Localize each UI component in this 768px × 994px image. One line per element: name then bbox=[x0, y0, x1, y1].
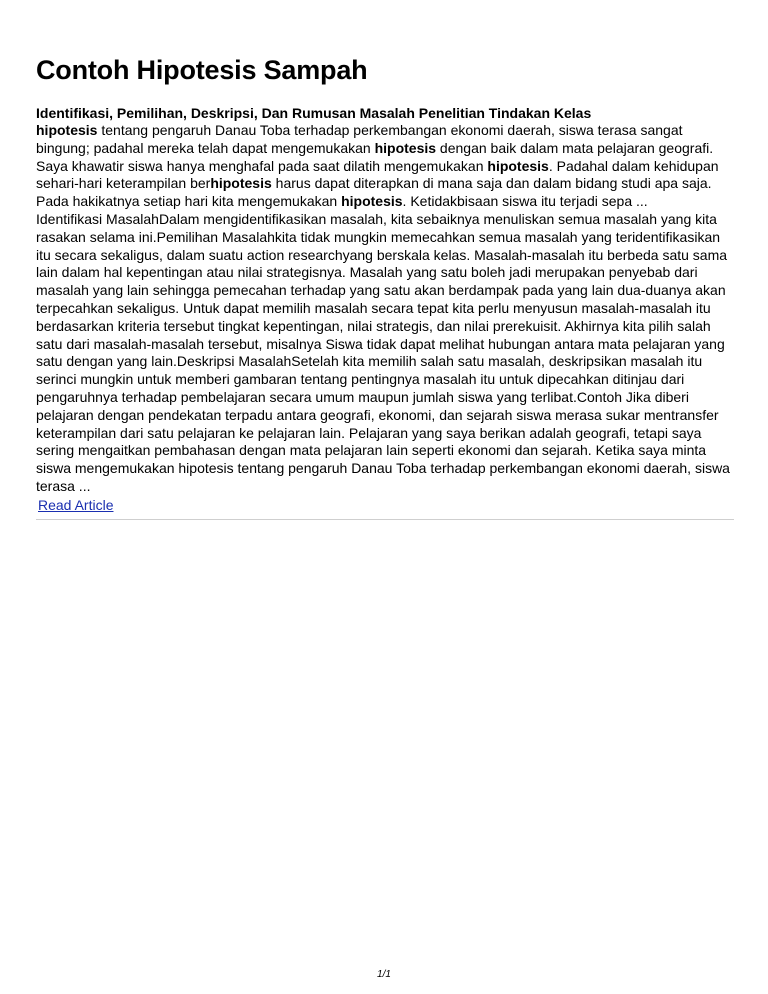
keyword-hipotesis: hipotesis bbox=[36, 122, 98, 138]
body-text-run: tentang pengaruh Danau Toba terhadap perkembangan ekonomi daerah, siswa terasa sangat bingung; padahal mereka telah dapat mengemukakan bbox=[36, 122, 683, 156]
keyword-hipotesis: hipotesis bbox=[374, 139, 437, 156]
page-number: 1/1 bbox=[377, 969, 391, 980]
keyword-hipotesis: hipotesis bbox=[210, 175, 272, 192]
article-body bbox=[36, 122, 734, 496]
read-article-link[interactable]: Read Article bbox=[38, 496, 114, 513]
keyword-hipotesis: hipotesis bbox=[341, 193, 403, 210]
body-text-run: harus dapat diterapkan di mana saja dan dalam bidang studi apa saja. Pada hakikatnya setiap hari kita mengemukakan bbox=[36, 175, 712, 210]
document-page bbox=[36, 52, 736, 520]
body-text-run: Identifikasi MasalahDalam mengidentifikasikan masalah, kita sebaiknya menuliskan semua masalah yang kita rasakan selama ini.Pemilihan Masalahkita tidak mungkin memecahkan semua masalah yang teridentifikasikan itu secara sekaligus, dalam suatu action researchyang berskala kelas. Masalah-masalah itu berbeda satu sama lain dalam hal kepentingan atau nilai strategisnya. Masalah yang satu boleh jadi merupakan penyebab dari masalah yang lain sehingga pemecahan terhadap yang satu akan berdampak pada yang lain dua-duanya akan terpecahkan sekaligus. Untuk dapat memilih masalah secara tepat kita perlu menyusun masalah-masalah itu berdasarkan kriteria tersebut tingkat kepentingan, nilai strategis, dan nilai prerekuisit. Akhirnya kita pilih salah satu dari masalah-masalah tersebut, misalnya Siswa tidak dapat melihat hubungan antara mata pelajaran yang satu dengan yang lain.Deskripsi MasalahSetelah kita memilih salah satu masalah, deskripsikan masalah itu serinci mungkin untuk memberi gambaran tentang pentingnya masalah itu untuk dipecahkan ditinjau dari pengaruhnya terhadap pembelajaran secara umum maupun jumlah siswa yang terlibat.Contoh Jika diberi pelajaran dengan pendekatan terpadu antara geografi, ekonomi, dan sejarah siswa merasa sukar mentransfer keterampilan dari satu pelajaran ke pelajaran lain. Pelajaran yang saya berikan adalah geografi, tetapi saya sering mengaitkan pembahasan dengan mata pelajaran lain seperti ekonomi dan sejarah. Ketika saya minta siswa mengemukakan hipotesis tentang pengaruh Danau Toba terhadap perkembangan ekonomi daerah, siswa terasa ... bbox=[36, 210, 730, 494]
keyword-hipotesis: hipotesis bbox=[487, 157, 549, 174]
page-title: Contoh Hipotesis Sampah bbox=[36, 55, 368, 85]
body-text-run: . Padahal dalam kehidupan sehari-hari keterampilan ber bbox=[36, 157, 719, 192]
body-text-run: dengan baik dalam mata pelajaran geografi. Saya khawatir siswa hanya menghafal pada saat dilatih mengemukakan bbox=[36, 139, 714, 174]
article-subtitle: Identifikasi, Pemilihan, Deskripsi, Dan Rumusan Masalah Penelitian Tindakan Kelas bbox=[36, 105, 592, 121]
body-text-run: . Ketidakbisaan siswa itu terjadi sepa ... bbox=[402, 193, 648, 210]
divider bbox=[36, 519, 734, 520]
